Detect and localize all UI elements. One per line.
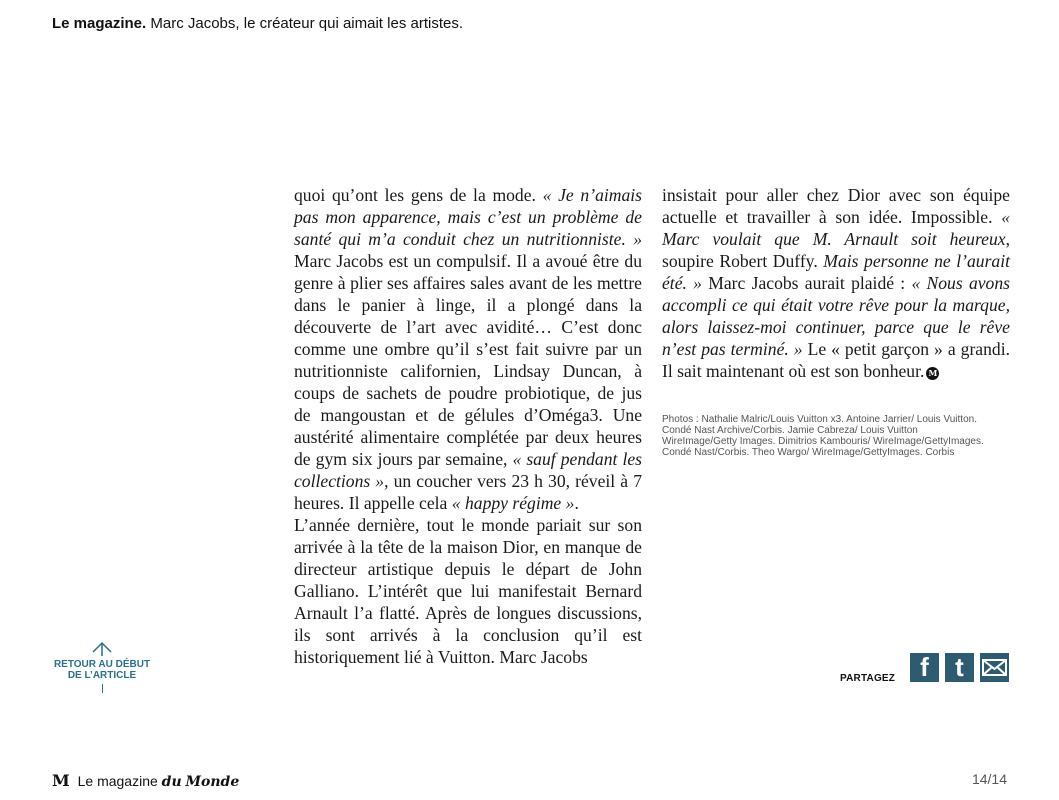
text-run: quoi qu’ont les gens de la mode.: [294, 185, 543, 205]
facebook-icon: f: [920, 652, 929, 682]
back-to-top-label-line1: RETOUR AU DÉBUT: [53, 659, 151, 670]
back-to-top-label-line2: DE L’ARTICLE: [67, 670, 137, 681]
back-to-top-button[interactable]: [46, 640, 158, 693]
section-label: Le magazine.: [52, 15, 147, 32]
quote-run: « happy régime »: [451, 493, 575, 513]
le-monde-logo-icon: M: [52, 771, 70, 790]
share-label: PARTAGEZ: [840, 673, 896, 684]
text-run: .: [574, 493, 579, 513]
text-run: Marc Jacobs est un compulsif. Il a avoué être du genre à plier ses affaires sales avant de les mettre dans le panier à linge, il a plongé dans la découverte de l’art avec avidité… C’est donc comme une ombre qu’il s’est fait suivre par un nutritionniste californien, Lindsay Duncan, à coups de sachets de poudre probiotique, de jus de mangoustan et de gélules d’Oméga3. Une austérité alimentaire complétée par deux heures de gym six jours par semaine,: [294, 251, 642, 469]
mail-icon: [980, 653, 1009, 682]
end-of-article-icon: M: [926, 367, 939, 380]
page-number: 14/14: [971, 771, 1007, 787]
text-run: Le « petit garçon » a grandi. Il sait maintenant où est son bonheur.: [662, 339, 1010, 381]
logo-du: du: [161, 774, 182, 790]
article-column-left: [294, 184, 642, 668]
quote-run: « sauf pendant les collections »: [294, 449, 642, 491]
quote-run: « Je n’aimais pas mon apparence, mais c’est un problème de santé qui m’a conduit chez un nutritionniste. »: [294, 185, 642, 249]
logo-text: Le magazine: [77, 773, 158, 789]
article-title: Marc Jacobs, le créateur qui aimait les artistes.: [150, 15, 463, 32]
page-header: [52, 15, 463, 32]
article-paragraph: [294, 184, 642, 514]
article-paragraph: L’année dernière, tout le monde pariait sur son arrivée à la tête de la maison Dior, en manque de directeur artistique depuis le départ de John Galliano. L’intérêt que lui manifestait Bernard Arnault l’a flatté. Après de longues discussions, ils sont arrivés à la conclusion qu’il est historiquement lié à Vuitton. Marc Jacobs: [294, 515, 642, 667]
article-paragraph: [662, 184, 1010, 382]
text-run: , soupire Robert Duffy.: [662, 229, 1010, 271]
photo-credits: Photos : Nathalie Malric/Louis Vuitton x3. Antoine Jarrier/ Louis Vuitton. Condé Nast Archive/Corbis. Jamie Cabreza/ Louis Vuitton WireImage/Getty Images. Dimitrios Kambouris/ WireImage/GettyImages. Condé Nast/Corbis. Theo Wargo/ WireImage/GettyImages. Corbis: [662, 414, 984, 458]
twitter-icon: t: [955, 652, 964, 682]
article-column-right: [662, 184, 1010, 382]
text-run: , un coucher vers 23 h 30, réveil à 7 heures. Il appelle cela: [294, 471, 642, 513]
text-run: Marc Jacobs aurait plaidé :: [701, 273, 912, 293]
text-run: insistait pour aller chez Dior avec son équipe actuelle et travailler à son idée. Impossible.: [662, 185, 1010, 227]
email-share-button[interactable]: [980, 653, 1009, 682]
quote-run: « Nous avons accompli ce qui était votre rêve pour la marque, alors laissez-moi continuer, parce que le rêve n’est pas terminé. »: [662, 273, 1010, 359]
logo-monde: Monde: [185, 774, 240, 790]
divider: [102, 684, 103, 693]
twitter-share-button[interactable]: [945, 653, 974, 682]
arrow-up-icon: [91, 640, 113, 656]
le-monde-logo: [52, 771, 239, 790]
quote-run: « Marc voulait que M. Arnault soit heureux: [662, 207, 1010, 249]
quote-run: Mais personne ne l’aurait été. »: [662, 251, 1011, 293]
facebook-share-button[interactable]: [910, 653, 939, 682]
